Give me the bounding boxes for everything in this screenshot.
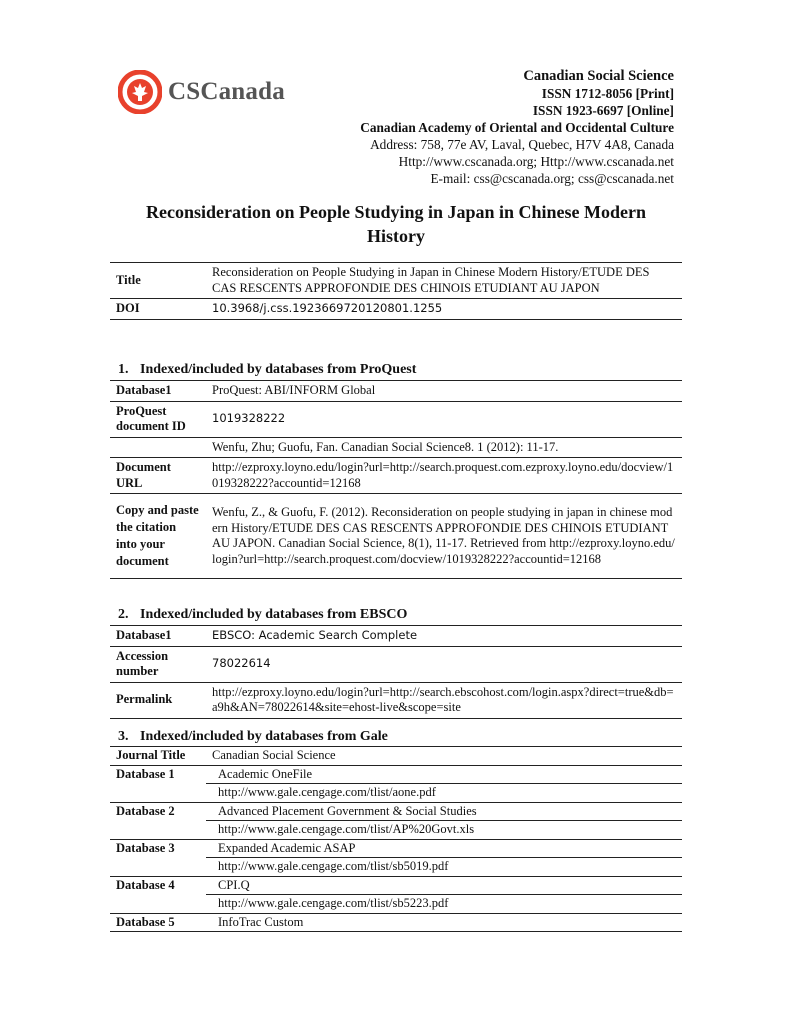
proquest-table: [110, 380, 682, 579]
table-row: [110, 839, 682, 858]
issn-online: ISSN 1923-6697 [Online]: [532, 103, 674, 118]
table-row: [110, 765, 682, 784]
table-row: [110, 747, 682, 766]
section-number: 1.: [118, 362, 129, 377]
section-title: Indexed/included by databases from Gale: [140, 729, 388, 744]
ebsco-table: [110, 625, 682, 719]
doi-label: DOI: [110, 299, 206, 320]
section-title: Indexed/included by databases from EBSCO: [140, 607, 408, 622]
title-value: Reconsideration on People Studying in Japan in Chinese Modern History/ETUDE DES CAS RESCENTS APPROFONDIE DES CHINOIS ETUDIANT AU JAPON: [206, 263, 682, 299]
database-value: ProQuest: ABI/INFORM Global: [206, 381, 682, 402]
cscanada-logo: [118, 70, 285, 114]
section-heading-gale: [118, 729, 388, 745]
title-label: Title: [110, 263, 206, 299]
table-row: [110, 263, 682, 299]
accession-label: Accession number: [110, 646, 206, 682]
database-name: Expanded Academic ASAP: [206, 839, 682, 858]
table-row: [110, 299, 682, 320]
journal-name: Canadian Social Science: [523, 68, 674, 84]
issn-print: ISSN 1712-8056 [Print]: [541, 86, 674, 101]
table-row: [110, 682, 682, 718]
database-label: Database1: [110, 626, 206, 647]
table-row: [110, 381, 682, 402]
email: E-mail: css@cscanada.org; css@cscanada.net: [430, 171, 674, 186]
permalink-label: Permalink: [110, 682, 206, 718]
database-label: Database 4: [110, 876, 206, 913]
table-row: [110, 646, 682, 682]
document-url-link[interactable]: http://ezproxy.loyno.edu/login?url=http://search.proquest.com.ezproxy.loyno.edu/docview/1019328222?accountid=12168: [206, 458, 682, 494]
database-name: CPI.Q: [206, 876, 682, 895]
copy-citation-label: Copy and paste the citation into your document: [110, 494, 206, 579]
empty-label: [110, 437, 206, 458]
table-row: [110, 458, 682, 494]
maple-leaf-icon: [118, 70, 162, 114]
table-row: [110, 913, 682, 932]
database-url-link[interactable]: http://www.gale.cengage.com/tlist/aone.pdf: [206, 784, 682, 803]
database-name: Advanced Placement Government & Social Studies: [206, 802, 682, 821]
accession-value: 78022614: [206, 646, 682, 682]
gale-table: [110, 746, 682, 932]
academy-name: Canadian Academy of Oriental and Occidental Culture: [360, 120, 674, 135]
database-label: Database1: [110, 381, 206, 402]
meta-table: [110, 262, 682, 320]
table-row: [110, 401, 682, 437]
journal-title-label: Journal Title: [110, 747, 206, 766]
database-name: Academic OneFile: [206, 765, 682, 784]
database-url-link[interactable]: http://www.gale.cengage.com/tlist/AP%20Govt.xls: [206, 821, 682, 840]
short-citation: Wenfu, Zhu; Guofu, Fan. Canadian Social Science8. 1 (2012): 11-17.: [206, 437, 682, 458]
page-title-line1: Reconsideration on People Studying in Japan in Chinese Modern: [145, 202, 647, 222]
database-url-link[interactable]: http://www.gale.cengage.com/tlist/sb5223.pdf: [206, 895, 682, 914]
table-row: [110, 494, 682, 579]
section-heading-proquest: [118, 362, 416, 378]
database-label: Database 2: [110, 802, 206, 839]
table-row: [110, 876, 682, 895]
document-id-label: ProQuest document ID: [110, 401, 206, 437]
database-label: Database 5: [110, 913, 206, 932]
database-label: Database 3: [110, 839, 206, 876]
logo-text: CSCanada: [168, 78, 285, 105]
database-label: Database 1: [110, 765, 206, 802]
address: Address: 758, 77e AV, Laval, Quebec, H7V 4A8, Canada: [370, 137, 674, 152]
doi-value[interactable]: 10.3968/j.css.1923669720120801.1255: [206, 299, 682, 320]
document-url-label: Document URL: [110, 458, 206, 494]
websites: Http://www.cscanada.org; Http://www.cscanada.net: [398, 154, 674, 169]
journal-header: [360, 68, 674, 187]
section-title: Indexed/included by databases from ProQuest: [140, 362, 417, 377]
document-id-value: 1019328222: [206, 401, 682, 437]
permalink-link[interactable]: http://ezproxy.loyno.edu/login?url=http://search.ebscohost.com/login.aspx?direct=true&db=a9h&AN=78022614&site=ehost-live&scope=site: [206, 682, 682, 718]
full-citation: Wenfu, Z., & Guofu, F. (2012). Reconsideration on people studying in japan in chinese modern History/ETUDE DES CAS RESCENTS APPROFONDIE DES CHINOIS ETUDIANT AU JAPON. Canadian Social Science, 8(1), 11-17. Retrieved from http://ezproxy.loyno.edu/login?url=http://search.proquest.com/docview/1019328222?accountid=12168: [206, 494, 682, 579]
database-name: InfoTrac Custom: [206, 913, 682, 932]
journal-title-value: Canadian Social Science: [206, 747, 682, 766]
page-title-line2: History: [367, 226, 425, 246]
database-value: EBSCO: Academic Search Complete: [206, 626, 682, 647]
section-number: 3.: [118, 729, 129, 744]
section-number: 2.: [118, 607, 129, 622]
table-row: [110, 437, 682, 458]
database-url-link[interactable]: http://www.gale.cengage.com/tlist/sb5019.pdf: [206, 858, 682, 877]
table-row: [110, 802, 682, 821]
page-title: [110, 200, 682, 248]
section-heading-ebsco: [118, 607, 407, 623]
table-row: [110, 626, 682, 647]
